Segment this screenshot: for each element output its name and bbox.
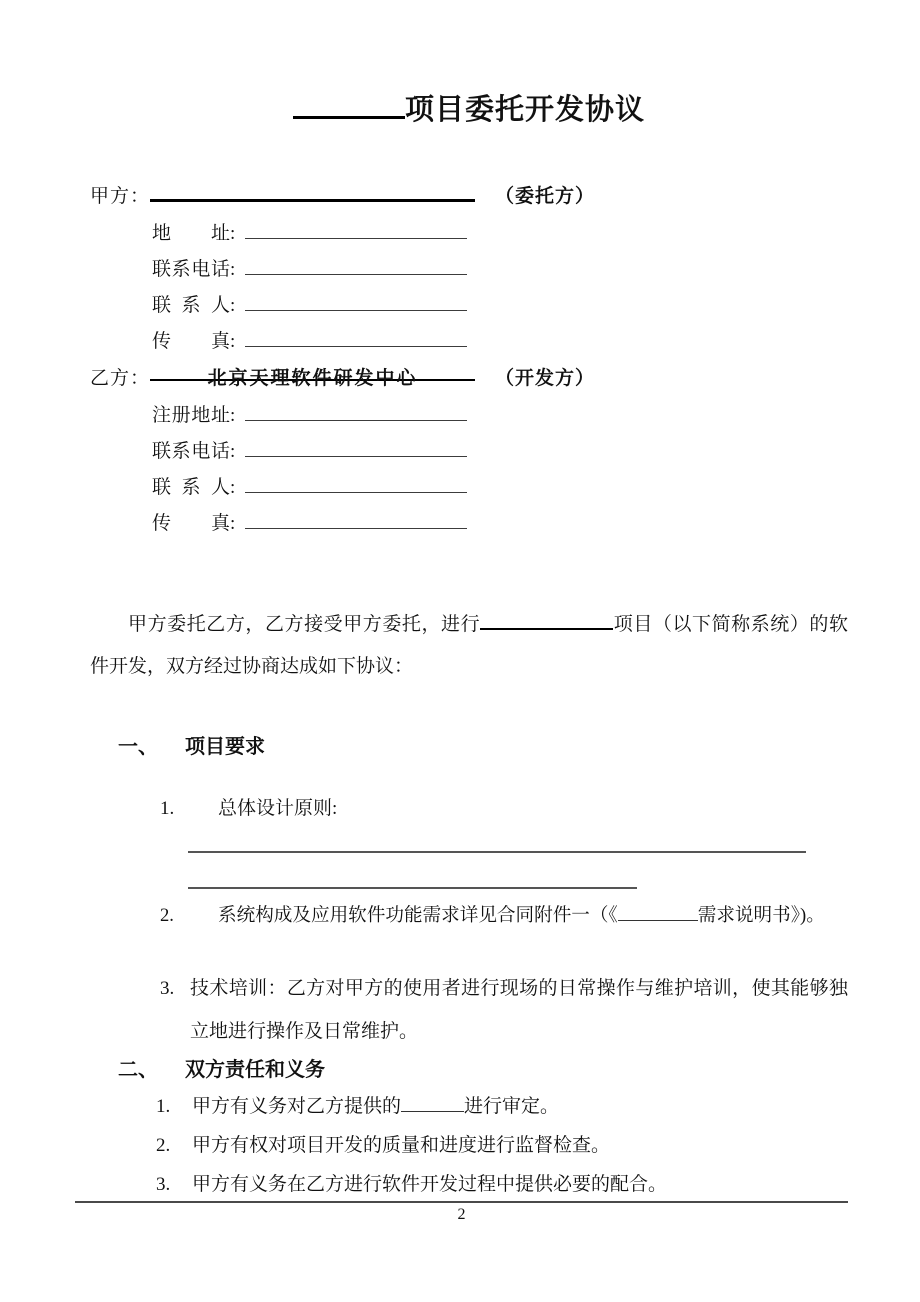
section-2-number: 二、: [118, 1059, 158, 1081]
party-a-label: 甲方：: [90, 186, 151, 207]
party-a-fax-blank: [245, 327, 467, 347]
colon: :: [230, 405, 236, 426]
phone-label: 联系电话: [152, 259, 230, 280]
party-b-phone-blank: [245, 437, 467, 457]
colon: :: [230, 331, 236, 352]
phone-label: 联系电话: [152, 441, 230, 462]
section-1-item-3: [160, 967, 848, 1053]
intro-pre: 甲方委托乙方，乙方接受甲方委托，进行: [128, 614, 481, 635]
requirement-doc-name-blank: [618, 901, 698, 921]
section-2-item-1: [156, 1089, 848, 1124]
party-b-name-blank: [150, 360, 475, 389]
colon: :: [230, 441, 236, 462]
fax-label: 传真: [152, 513, 230, 534]
fax-label: 传真: [152, 331, 230, 352]
section-1-heading: [118, 732, 848, 762]
party-a-name-blank: [150, 180, 475, 202]
item-number: 1.: [160, 798, 175, 819]
colon: :: [230, 477, 236, 498]
party-b-name: 北京天理软件研发中心: [207, 368, 418, 389]
contact-label: 联系人: [152, 477, 230, 498]
address-label: 地址: [152, 223, 230, 244]
party-b-role: （开发方）: [495, 368, 596, 389]
party-a-contact-blank: [245, 291, 467, 311]
section-1-item-1: [160, 794, 848, 824]
item-text: 甲方有义务对乙方提供的 进行审定。: [192, 1089, 559, 1124]
colon: :: [230, 259, 236, 280]
section-2-item-3: [156, 1167, 848, 1202]
item-text: 总体设计原则:: [218, 798, 338, 819]
intro-paragraph: [90, 604, 848, 688]
colon: :: [230, 513, 236, 534]
party-b-fax-row: [152, 506, 848, 542]
project-name-blank: [480, 609, 613, 630]
party-a-address-row: [152, 216, 848, 252]
party-a-phone-row: [152, 252, 848, 288]
section-1-number: 一、: [118, 736, 158, 758]
party-a-phone-blank: [245, 255, 467, 275]
page-footer: [75, 1201, 848, 1227]
deliverable-blank: [401, 1092, 464, 1112]
party-b-phone-row: [152, 434, 848, 470]
item-number: 3.: [156, 1174, 171, 1195]
contact-label: 联系人: [152, 295, 230, 316]
section-2-heading: [118, 1055, 848, 1085]
section-2-item-2: [156, 1128, 848, 1163]
title-text: 项目委托开发协议: [404, 94, 645, 126]
item-text: 系统构成及应用软件功能需求详见合同附件一（《 需求说明书》)。: [218, 901, 825, 931]
reg-address-label: 注册地址: [152, 405, 230, 426]
page-title: [90, 86, 848, 134]
colon: :: [230, 223, 236, 244]
item-number: 3.: [160, 978, 175, 999]
party-b-reg-address-row: [152, 398, 848, 434]
party-b-header: [90, 360, 848, 398]
design-principle-blank-line-1: [188, 851, 806, 853]
party-b-fax-blank: [245, 509, 467, 529]
colon: :: [230, 295, 236, 316]
item-number: 2.: [156, 1135, 171, 1156]
party-a-block: [90, 178, 848, 542]
section-1-title: 项目要求: [185, 736, 265, 758]
item-number: 1.: [156, 1096, 171, 1117]
party-a-address-blank: [245, 219, 467, 239]
page-number: 2: [457, 1206, 466, 1223]
item-text: 甲方有义务在乙方进行软件开发过程中提供必要的配合。: [192, 1174, 668, 1195]
party-a-fax-row: [152, 324, 848, 360]
item-number: 2.: [160, 905, 174, 926]
section-1-item-2: [160, 901, 848, 931]
item-text: 甲方有权对项目开发的质量和进度进行监督检查。: [192, 1135, 611, 1156]
party-b-contact-blank: [245, 473, 467, 493]
party-b-reg-address-blank: [245, 401, 467, 421]
intro-post: 项目（以下简称系统）的软件开发，双方经过协商达成如下协议：: [90, 614, 848, 677]
party-a-header: [90, 178, 848, 216]
title-blank-underline: [293, 87, 405, 119]
design-principle-blank-line-2: [188, 887, 637, 889]
section-2-title: 双方责任和义务: [185, 1059, 325, 1081]
party-b-contact-row: [152, 470, 848, 506]
party-a-role: （委托方）: [495, 186, 596, 207]
item-text: 技术培训：乙方对甲方的使用者进行现场的日常操作与维护培训，使其能够独立地进行操作及日常维护。: [190, 978, 848, 1042]
party-a-contact-row: [152, 288, 848, 324]
party-b-label: 乙方：: [90, 368, 151, 389]
